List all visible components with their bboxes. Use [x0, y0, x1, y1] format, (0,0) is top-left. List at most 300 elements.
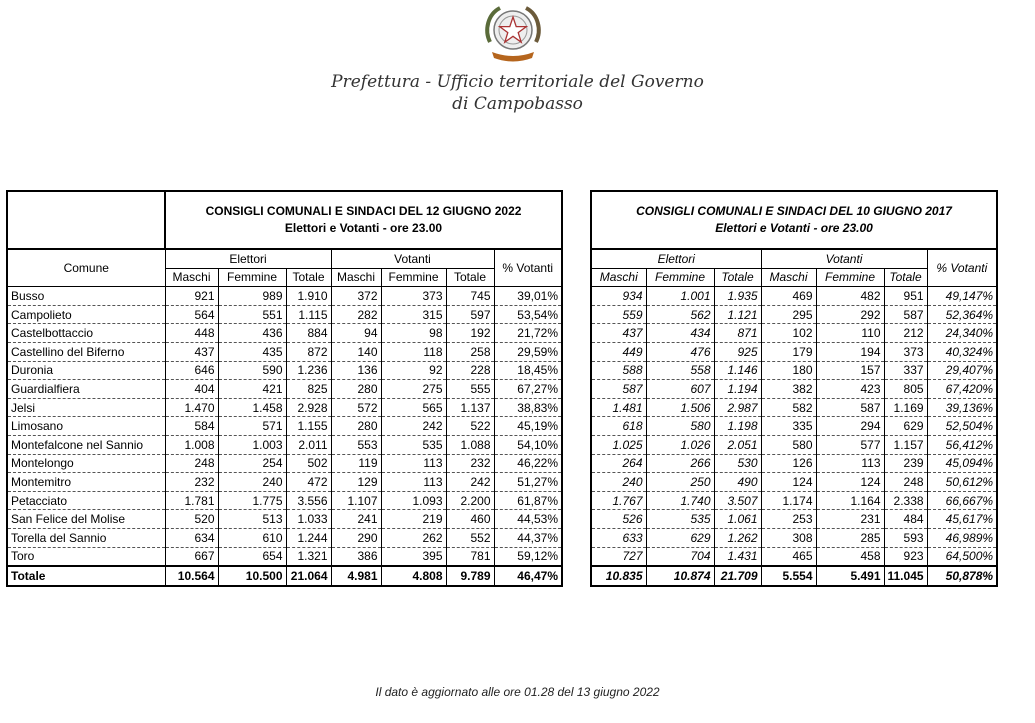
comune-cell: Petacciato: [7, 491, 165, 510]
votanti-totale-cell: 781: [446, 547, 494, 566]
elettori-femmine-cell: 1.740: [646, 491, 714, 510]
votanti-maschi-cell: 295: [761, 305, 816, 324]
elettori-maschi-cell: 1.025: [591, 435, 646, 454]
comune-cell: San Felice del Molise: [7, 510, 165, 529]
table-row: [591, 454, 997, 473]
elettori-maschi-cell: 1.767: [591, 491, 646, 510]
elettori-maschi-cell: 10.835: [591, 566, 646, 586]
elettori-totale-cell: 2.051: [714, 435, 761, 454]
votanti-maschi-cell: 1.107: [331, 491, 381, 510]
elettori-femmine-cell: 476: [646, 342, 714, 361]
elettori-maschi-cell: 437: [165, 342, 218, 361]
pct-votanti-cell: 51,27%: [494, 473, 562, 492]
votanti-maschi-cell: 5.554: [761, 566, 816, 586]
pct-votanti-cell: 66,667%: [927, 491, 997, 510]
elettori-maschi-cell: 727: [591, 547, 646, 566]
table-2022-title: CONSIGLI COMUNALI E SINDACI DEL 12 GIUGNO 2022: [205, 204, 522, 218]
votanti-totale-cell: 11.045: [884, 566, 927, 586]
elettori-totale-cell: 1.115: [286, 305, 331, 324]
votanti-femmine-cell: 118: [381, 342, 446, 361]
elettori-femmine-cell: 434: [646, 324, 714, 343]
pct-votanti-cell: 61,87%: [494, 491, 562, 510]
votanti-maschi-cell: 126: [761, 454, 816, 473]
votanti-maschi-cell: 572: [331, 398, 381, 417]
votanti-totale-cell: 587: [884, 305, 927, 324]
comune-cell: Montefalcone nel Sannio: [7, 435, 165, 454]
votanti-maschi-cell: 280: [331, 417, 381, 436]
votanti-maschi-cell: 180: [761, 361, 816, 380]
table-row: [591, 380, 997, 399]
elettori-femmine-cell: 435: [218, 342, 286, 361]
votanti-femmine-cell: 577: [816, 435, 884, 454]
table-row: [7, 417, 562, 436]
col-femmine: Femmine: [381, 268, 446, 287]
elettori-femmine-cell: 535: [646, 510, 714, 529]
italian-republic-emblem-icon: [480, 2, 546, 66]
votanti-totale-cell: 555: [446, 380, 494, 399]
elettori-femmine-cell: 1.026: [646, 435, 714, 454]
votanti-maschi-cell: 94: [331, 324, 381, 343]
total-row: [591, 566, 997, 586]
elettori-totale-cell: 2.928: [286, 398, 331, 417]
votanti-femmine-cell: 113: [381, 473, 446, 492]
elettori-maschi-cell: 520: [165, 510, 218, 529]
table-row: [591, 547, 997, 566]
votanti-maschi-cell: 280: [331, 380, 381, 399]
votanti-totale-cell: 337: [884, 361, 927, 380]
corner-cell: [7, 191, 165, 249]
votanti-totale-cell: 2.200: [446, 491, 494, 510]
elettori-totale-cell: 1.061: [714, 510, 761, 529]
comune-cell: Toro: [7, 547, 165, 566]
pct-votanti-cell: 46,22%: [494, 454, 562, 473]
pct-votanti-cell: 39,01%: [494, 287, 562, 306]
table-2022: [6, 190, 563, 587]
votanti-totale-cell: 805: [884, 380, 927, 399]
pct-votanti-cell: 44,53%: [494, 510, 562, 529]
votanti-femmine-cell: 565: [381, 398, 446, 417]
elettori-femmine-cell: 421: [218, 380, 286, 399]
comune-cell: Duronia: [7, 361, 165, 380]
table-row: [7, 454, 562, 473]
table-row: [7, 361, 562, 380]
votanti-totale-cell: 1.157: [884, 435, 927, 454]
votanti-header: Votanti: [761, 249, 927, 268]
comune-header: Comune: [7, 249, 165, 287]
elettori-maschi-cell: 448: [165, 324, 218, 343]
elettori-maschi-cell: 587: [591, 380, 646, 399]
comune-cell: Campolieto: [7, 305, 165, 324]
table-row: [7, 435, 562, 454]
pct-votanti-cell: 67,420%: [927, 380, 997, 399]
elettori-maschi-cell: 559: [591, 305, 646, 324]
elettori-maschi-cell: 646: [165, 361, 218, 380]
votanti-femmine-cell: 373: [381, 287, 446, 306]
elettori-totale-cell: 472: [286, 473, 331, 492]
elettori-totale-cell: 1.146: [714, 361, 761, 380]
elettori-maschi-cell: 1.781: [165, 491, 218, 510]
votanti-totale-cell: 593: [884, 528, 927, 547]
pct-votanti-cell: 53,54%: [494, 305, 562, 324]
votanti-maschi-cell: 386: [331, 547, 381, 566]
votanti-femmine-cell: 98: [381, 324, 446, 343]
elettori-header: Elettori: [591, 249, 761, 268]
pct-votanti-cell: 46,989%: [927, 528, 997, 547]
table-row: [7, 398, 562, 417]
votanti-totale-cell: 1.137: [446, 398, 494, 417]
votanti-maschi-cell: 119: [331, 454, 381, 473]
total-row: [7, 566, 562, 586]
votanti-totale-cell: 597: [446, 305, 494, 324]
votanti-maschi-cell: 102: [761, 324, 816, 343]
elettori-totale-cell: 1.236: [286, 361, 331, 380]
pct-votanti-cell: 64,500%: [927, 547, 997, 566]
comune-cell: Jelsi: [7, 398, 165, 417]
votanti-femmine-cell: 458: [816, 547, 884, 566]
votanti-femmine-cell: 294: [816, 417, 884, 436]
table-row: [591, 510, 997, 529]
comune-cell: Guardialfiera: [7, 380, 165, 399]
elettori-totale-cell: 1.935: [714, 287, 761, 306]
elettori-femmine-cell: 1.001: [646, 287, 714, 306]
pct-votanti-cell: 52,504%: [927, 417, 997, 436]
elettori-femmine-cell: 10.500: [218, 566, 286, 586]
pct-votanti-cell: 45,617%: [927, 510, 997, 529]
elettori-maschi-cell: 564: [165, 305, 218, 324]
votanti-femmine-cell: 423: [816, 380, 884, 399]
table-row: [7, 380, 562, 399]
votanti-maschi-cell: 290: [331, 528, 381, 547]
elettori-femmine-cell: 989: [218, 287, 286, 306]
elettori-femmine-cell: 250: [646, 473, 714, 492]
elettori-totale-cell: 872: [286, 342, 331, 361]
votanti-totale-cell: 522: [446, 417, 494, 436]
elettori-totale-cell: 1.155: [286, 417, 331, 436]
elettori-femmine-cell: 254: [218, 454, 286, 473]
votanti-maschi-cell: 136: [331, 361, 381, 380]
pct-votanti-cell: 38,83%: [494, 398, 562, 417]
elettori-totale-cell: 21.064: [286, 566, 331, 586]
table-row: [591, 324, 997, 343]
update-note: Il dato è aggiornato alle ore 01.28 del 13 giugno 2022: [375, 685, 660, 699]
votanti-maschi-cell: 580: [761, 435, 816, 454]
elettori-femmine-cell: 610: [218, 528, 286, 547]
elettori-totale-cell: 1.244: [286, 528, 331, 547]
table-row: [7, 287, 562, 306]
votanti-totale-cell: 745: [446, 287, 494, 306]
comune-cell: Castelbottaccio: [7, 324, 165, 343]
votanti-maschi-cell: 308: [761, 528, 816, 547]
votanti-femmine-cell: 113: [381, 454, 446, 473]
table-row: [591, 491, 997, 510]
table-row: [7, 305, 562, 324]
elettori-maschi-cell: 1.481: [591, 398, 646, 417]
elettori-totale-cell: 530: [714, 454, 761, 473]
votanti-totale-cell: 258: [446, 342, 494, 361]
pct-votanti-cell: 54,10%: [494, 435, 562, 454]
elettori-femmine-cell: 436: [218, 324, 286, 343]
elettori-totale-cell: 502: [286, 454, 331, 473]
votanti-maschi-cell: 465: [761, 547, 816, 566]
elettori-femmine-cell: 1.775: [218, 491, 286, 510]
votanti-femmine-cell: 219: [381, 510, 446, 529]
votanti-femmine-cell: 242: [381, 417, 446, 436]
votanti-femmine-cell: 1.093: [381, 491, 446, 510]
votanti-femmine-cell: 157: [816, 361, 884, 380]
votanti-maschi-cell: 179: [761, 342, 816, 361]
votanti-totale-cell: 1.169: [884, 398, 927, 417]
votanti-femmine-cell: 292: [816, 305, 884, 324]
elettori-femmine-cell: 590: [218, 361, 286, 380]
elettori-maschi-cell: 667: [165, 547, 218, 566]
elettori-totale-cell: 1.194: [714, 380, 761, 399]
comune-cell: Totale: [7, 566, 165, 586]
table-2017-subtitle: Elettori e Votanti - ore 23.00: [715, 221, 873, 235]
elettori-femmine-cell: 580: [646, 417, 714, 436]
elettori-femmine-cell: 704: [646, 547, 714, 566]
elettori-maschi-cell: 584: [165, 417, 218, 436]
votanti-maschi-cell: 253: [761, 510, 816, 529]
col-femmine: Femmine: [646, 268, 714, 287]
elettori-totale-cell: 3.556: [286, 491, 331, 510]
elettori-femmine-cell: 571: [218, 417, 286, 436]
votanti-maschi-cell: 553: [331, 435, 381, 454]
col-maschi: Maschi: [165, 268, 218, 287]
elettori-maschi-cell: 264: [591, 454, 646, 473]
elettori-totale-cell: 2.987: [714, 398, 761, 417]
table-row: [591, 342, 997, 361]
pct-votanti-cell: 67,27%: [494, 380, 562, 399]
votanti-totale-cell: 212: [884, 324, 927, 343]
votanti-maschi-cell: 282: [331, 305, 381, 324]
pct-votanti-cell: 52,364%: [927, 305, 997, 324]
col-totale: Totale: [446, 268, 494, 287]
votanti-femmine-cell: 275: [381, 380, 446, 399]
elettori-maschi-cell: 437: [591, 324, 646, 343]
comune-cell: Busso: [7, 287, 165, 306]
votanti-maschi-cell: 129: [331, 473, 381, 492]
comune-cell: Montelongo: [7, 454, 165, 473]
votanti-femmine-cell: 395: [381, 547, 446, 566]
pct-votanti-cell: 24,340%: [927, 324, 997, 343]
elettori-femmine-cell: 1.506: [646, 398, 714, 417]
votanti-maschi-cell: 382: [761, 380, 816, 399]
pct-votanti-cell: 50,612%: [927, 473, 997, 492]
elettori-totale-cell: 1.198: [714, 417, 761, 436]
elettori-maschi-cell: 921: [165, 287, 218, 306]
comune-cell: Torella del Sannio: [7, 528, 165, 547]
votanti-totale-cell: 9.789: [446, 566, 494, 586]
votanti-totale-cell: 239: [884, 454, 927, 473]
elettori-maschi-cell: 449: [591, 342, 646, 361]
votanti-totale-cell: 192: [446, 324, 494, 343]
elettori-maschi-cell: 248: [165, 454, 218, 473]
table-2022-subtitle: Elettori e Votanti - ore 23.00: [284, 221, 443, 235]
votanti-maschi-cell: 335: [761, 417, 816, 436]
pct-votanti-cell: 44,37%: [494, 528, 562, 547]
votanti-femmine-cell: 285: [816, 528, 884, 547]
elettori-maschi-cell: 1.470: [165, 398, 218, 417]
col-maschi: Maschi: [591, 268, 646, 287]
table-2017: [590, 190, 998, 587]
elettori-totale-cell: 21.709: [714, 566, 761, 586]
votanti-femmine-cell: 262: [381, 528, 446, 547]
elettori-femmine-cell: 1.003: [218, 435, 286, 454]
votanti-femmine-cell: 482: [816, 287, 884, 306]
table-row: [591, 473, 997, 492]
elettori-maschi-cell: 10.564: [165, 566, 218, 586]
votanti-femmine-cell: 113: [816, 454, 884, 473]
votanti-totale-cell: 232: [446, 454, 494, 473]
elettori-totale-cell: 3.507: [714, 491, 761, 510]
elettori-header: Elettori: [165, 249, 331, 268]
votanti-totale-cell: 228: [446, 361, 494, 380]
pct-votanti-header: % Votanti: [927, 249, 997, 287]
table-row: [7, 342, 562, 361]
elettori-totale-cell: 925: [714, 342, 761, 361]
elettori-maschi-cell: 633: [591, 528, 646, 547]
elettori-maschi-cell: 1.008: [165, 435, 218, 454]
elettori-femmine-cell: 558: [646, 361, 714, 380]
votanti-maschi-cell: 372: [331, 287, 381, 306]
pct-votanti-cell: 18,45%: [494, 361, 562, 380]
votanti-femmine-cell: 535: [381, 435, 446, 454]
elettori-totale-cell: 1.431: [714, 547, 761, 566]
votanti-maschi-cell: 140: [331, 342, 381, 361]
elettori-totale-cell: 825: [286, 380, 331, 399]
pct-votanti-cell: 49,147%: [927, 287, 997, 306]
col-totale: Totale: [714, 268, 761, 287]
table-row: [7, 510, 562, 529]
pct-votanti-cell: 50,878%: [927, 566, 997, 586]
table-row: [7, 528, 562, 547]
pct-votanti-cell: 39,136%: [927, 398, 997, 417]
table-row: [591, 435, 997, 454]
table-row: [591, 417, 997, 436]
votanti-maschi-cell: 469: [761, 287, 816, 306]
pct-votanti-cell: 21,72%: [494, 324, 562, 343]
votanti-totale-cell: 923: [884, 547, 927, 566]
elettori-maschi-cell: 404: [165, 380, 218, 399]
votanti-femmine-cell: 587: [816, 398, 884, 417]
votanti-femmine-cell: 110: [816, 324, 884, 343]
pct-votanti-header: % Votanti: [494, 249, 562, 287]
pct-votanti-cell: 45,19%: [494, 417, 562, 436]
elettori-totale-cell: 1.121: [714, 305, 761, 324]
votanti-maschi-cell: 124: [761, 473, 816, 492]
table-row: [7, 547, 562, 566]
elettori-femmine-cell: 654: [218, 547, 286, 566]
votanti-totale-cell: 1.088: [446, 435, 494, 454]
table-row: [7, 324, 562, 343]
pct-votanti-cell: 40,324%: [927, 342, 997, 361]
votanti-maschi-cell: 241: [331, 510, 381, 529]
votanti-totale-cell: 248: [884, 473, 927, 492]
col-femmine: Femmine: [218, 268, 286, 287]
elettori-femmine-cell: 513: [218, 510, 286, 529]
comune-cell: Montemitro: [7, 473, 165, 492]
elettori-femmine-cell: 10.874: [646, 566, 714, 586]
table-row: [591, 305, 997, 324]
votanti-femmine-cell: 92: [381, 361, 446, 380]
pct-votanti-cell: 45,094%: [927, 454, 997, 473]
votanti-femmine-cell: 194: [816, 342, 884, 361]
elettori-femmine-cell: 562: [646, 305, 714, 324]
elettori-femmine-cell: 607: [646, 380, 714, 399]
votanti-totale-cell: 460: [446, 510, 494, 529]
votanti-maschi-cell: 4.981: [331, 566, 381, 586]
elettori-maschi-cell: 934: [591, 287, 646, 306]
table-2022-title-cell: [165, 191, 562, 249]
col-totale: Totale: [286, 268, 331, 287]
pct-votanti-cell: 56,412%: [927, 435, 997, 454]
elettori-maschi-cell: 526: [591, 510, 646, 529]
votanti-femmine-cell: 5.491: [816, 566, 884, 586]
table-2017-title-cell: [591, 191, 997, 249]
elettori-totale-cell: 1.262: [714, 528, 761, 547]
votanti-maschi-cell: 582: [761, 398, 816, 417]
elettori-totale-cell: 2.011: [286, 435, 331, 454]
votanti-femmine-cell: 4.808: [381, 566, 446, 586]
votanti-totale-cell: 484: [884, 510, 927, 529]
elettori-femmine-cell: 266: [646, 454, 714, 473]
votanti-femmine-cell: 1.164: [816, 491, 884, 510]
table-row: [7, 491, 562, 510]
elettori-femmine-cell: 1.458: [218, 398, 286, 417]
elettori-femmine-cell: 551: [218, 305, 286, 324]
votanti-totale-cell: 242: [446, 473, 494, 492]
comune-cell: Limosano: [7, 417, 165, 436]
table-row: [591, 287, 997, 306]
elettori-femmine-cell: 629: [646, 528, 714, 547]
votanti-femmine-cell: 231: [816, 510, 884, 529]
elettori-maschi-cell: 232: [165, 473, 218, 492]
votanti-totale-cell: 629: [884, 417, 927, 436]
elettori-maschi-cell: 240: [591, 473, 646, 492]
header-office-line: Prefettura - Ufficio territoriale del Governo: [331, 72, 704, 92]
votanti-maschi-cell: 1.174: [761, 491, 816, 510]
votanti-totale-cell: 552: [446, 528, 494, 547]
elettori-totale-cell: 871: [714, 324, 761, 343]
votanti-header: Votanti: [331, 249, 494, 268]
table-row: [591, 398, 997, 417]
header-city-line: di Campobasso: [452, 94, 583, 114]
col-maschi: Maschi: [331, 268, 381, 287]
votanti-totale-cell: 951: [884, 287, 927, 306]
col-maschi: Maschi: [761, 268, 816, 287]
elettori-totale-cell: 884: [286, 324, 331, 343]
elettori-maschi-cell: 634: [165, 528, 218, 547]
votanti-femmine-cell: 315: [381, 305, 446, 324]
col-femmine: Femmine: [816, 268, 884, 287]
pct-votanti-cell: 29,407%: [927, 361, 997, 380]
table-row: [591, 528, 997, 547]
col-totale: Totale: [884, 268, 927, 287]
elettori-totale-cell: 1.910: [286, 287, 331, 306]
elettori-totale-cell: 1.321: [286, 547, 331, 566]
elettori-maschi-cell: 588: [591, 361, 646, 380]
votanti-totale-cell: 373: [884, 342, 927, 361]
elettori-totale-cell: 490: [714, 473, 761, 492]
votanti-femmine-cell: 124: [816, 473, 884, 492]
pct-votanti-cell: 59,12%: [494, 547, 562, 566]
pct-votanti-cell: 29,59%: [494, 342, 562, 361]
pct-votanti-cell: 46,47%: [494, 566, 562, 586]
elettori-femmine-cell: 240: [218, 473, 286, 492]
table-2017-title: CONSIGLI COMUNALI E SINDACI DEL 10 GIUGNO 2017: [636, 204, 952, 218]
elettori-totale-cell: 1.033: [286, 510, 331, 529]
votanti-totale-cell: 2.338: [884, 491, 927, 510]
